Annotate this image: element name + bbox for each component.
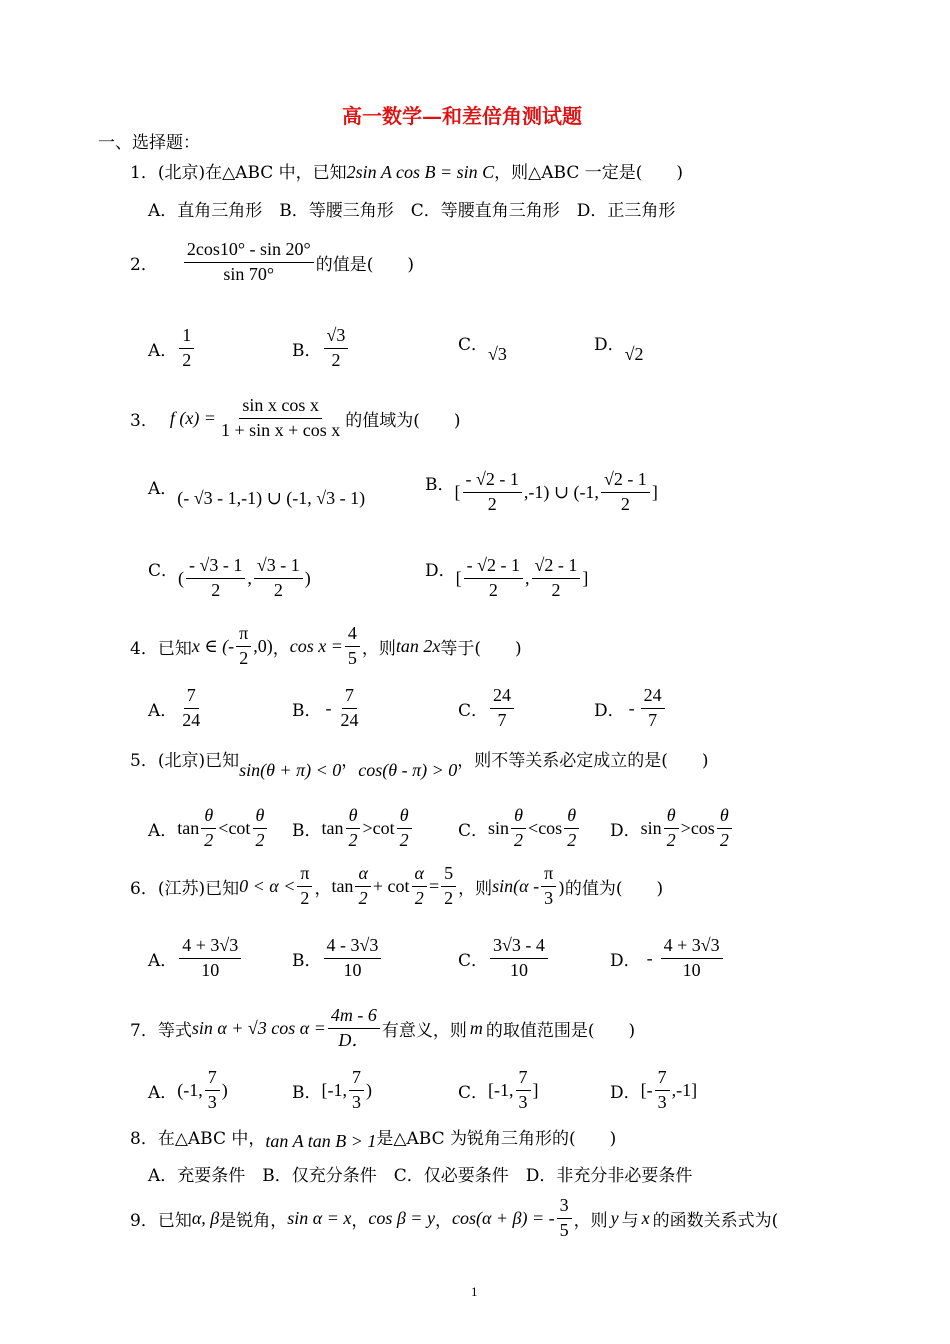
q1-number: 1． xyxy=(130,163,158,183)
q2-option-d: D．√2 xyxy=(594,335,644,364)
question-3: 3． f (x) = $\frac{\text{sin x cos x}}{\text{1 + sin x + cos x}}$ 的值域为( ) xyxy=(130,395,461,440)
q8-options: A．充要条件 B．仅充分条件 C．仅必要条件 D．非充分非必要条件 xyxy=(148,1166,693,1186)
q7-option-d: D．[- $\frac{7}{3}$ ,-1] xyxy=(610,1067,698,1112)
question-5: 5．(北京)已知sin(θ + π) < 0，cos(θ - π) > 0，则不等关系必定成立的是( ) xyxy=(130,751,709,780)
q1-formula: 2sin A cos B = sin C xyxy=(346,162,495,182)
question-4: 4．已知x ∈ (- $\frac{\pi}{2}$ ,0)，cos x = $\frac{4}{5}$ ，则tan 2x等于( ) xyxy=(130,623,522,668)
q6-option-b: B． $\frac{4 - 3√3}{10}$ xyxy=(292,936,383,981)
question-1 xyxy=(130,158,683,183)
q2-option-b: B． $\frac{√3}{2}$ xyxy=(292,326,350,371)
q3-option-a: A．(- √3 - 1,-1) ∪ (-1, √3 - 1) xyxy=(148,479,366,508)
q4-option-a: A． $\frac{7}{24}$ xyxy=(148,685,201,730)
q5-option-a: A．tan $\frac{\theta}{2}$ <cot $\frac{\theta}{2}$ xyxy=(148,806,269,851)
q2-number: 2． xyxy=(130,254,158,275)
q7-option-a: A．(-1, $\frac{7}{3}$ ) xyxy=(148,1067,228,1112)
q2-option-c: C．√3 xyxy=(458,335,507,364)
q4-option-d: D． - $\frac{24}{7}$ xyxy=(594,686,667,731)
q7-option-b: B．[-1, $\frac{7}{3}$ ) xyxy=(292,1067,372,1112)
q4-option-b: B． - $\frac{7}{24}$ xyxy=(292,685,359,730)
question-2 xyxy=(130,240,414,285)
question-9: 9．已知α, β是锐角，sin α = x，cos β = y，cos(α + β) = - $\frac{3}{5}$ ，则 y 与 x 的函数关系式为( xyxy=(130,1195,779,1240)
q5-option-c: C．sin $\frac{\theta}{2}$ <cos $\frac{\theta}{2}$ xyxy=(458,806,581,851)
q3-option-b: B．[ $\frac{- √2 - 1}{2}$ ,-1) ∪ (-1, $\frac{√2 - 1}{2}$ ] xyxy=(425,469,658,514)
section-heading: 一、选择题： xyxy=(98,133,200,153)
q3-option-d: D．[ $\frac{- √2 - 1}{2}$ , $\frac{√2 - 1}{2}$ ] xyxy=(425,555,589,600)
q5-option-b: B．tan $\frac{\theta}{2}$ >cot $\frac{\theta}{2}$ xyxy=(292,806,414,851)
question-8: 8．在△ABC 中，tan A tan B > 1是△ABC 为锐角三角形的( ) xyxy=(130,1129,617,1151)
q6-option-c: C． $\frac{3√3 - 4}{10}$ xyxy=(458,936,550,981)
q2-denominator: sin 70° xyxy=(223,263,275,284)
q2-option-a: A． $\frac{1}{2}$ xyxy=(148,326,196,371)
q2-text: 的值是( ) xyxy=(315,254,414,275)
q6-option-a: A． $\frac{4 + 3√3}{10}$ xyxy=(148,936,243,981)
q7-option-c: C．[-1, $\frac{7}{3}$ ] xyxy=(458,1067,539,1112)
q6-option-d: D． - $\frac{4 + 3√3}{10}$ xyxy=(610,936,725,981)
question-7: 7．等式sin α + √3 cos α = $\frac{4m - 6}{D.}$ 有意义，则 m 的取值范围是( ) xyxy=(130,1005,636,1050)
q3-numerator: sin x cos x xyxy=(239,396,322,419)
q3-denominator: 1 + sin x + cos x xyxy=(220,419,341,440)
page-title: 高一数学—和差倍角测试题 xyxy=(342,104,582,128)
page-number: 1 xyxy=(471,1284,478,1299)
q1-text-end: ，则△ABC 一定是( ) xyxy=(494,163,684,183)
q1-text: (北京)在△ABC 中，已知 xyxy=(157,163,347,183)
q1-options: A．直角三角形 B．等腰三角形 C．等腰直角三角形 D．正三角形 xyxy=(148,201,676,221)
q5-option-d: D．sin $\frac{\theta}{2}$ >cos $\frac{\theta}{2}$ xyxy=(610,806,734,851)
question-6: 6．(江苏)已知0 < α < $\frac{\pi}{2}$ ，tan $\frac{\alpha}{2}$ + cot $\frac{\alpha}{2}$ = $\frac{5}{2}$ ，则sin(α - $\frac{\pi}{3}$ )的值为( ) xyxy=(130,863,664,908)
q3-option-c: C．( $\frac{- √3 - 1}{2}$ , $\frac{√3 - 1}{2}$ ) xyxy=(148,555,311,600)
q2-numerator: 2cos10° - sin 20° xyxy=(184,240,314,263)
q4-option-c: C． $\frac{24}{7}$ xyxy=(458,686,516,731)
